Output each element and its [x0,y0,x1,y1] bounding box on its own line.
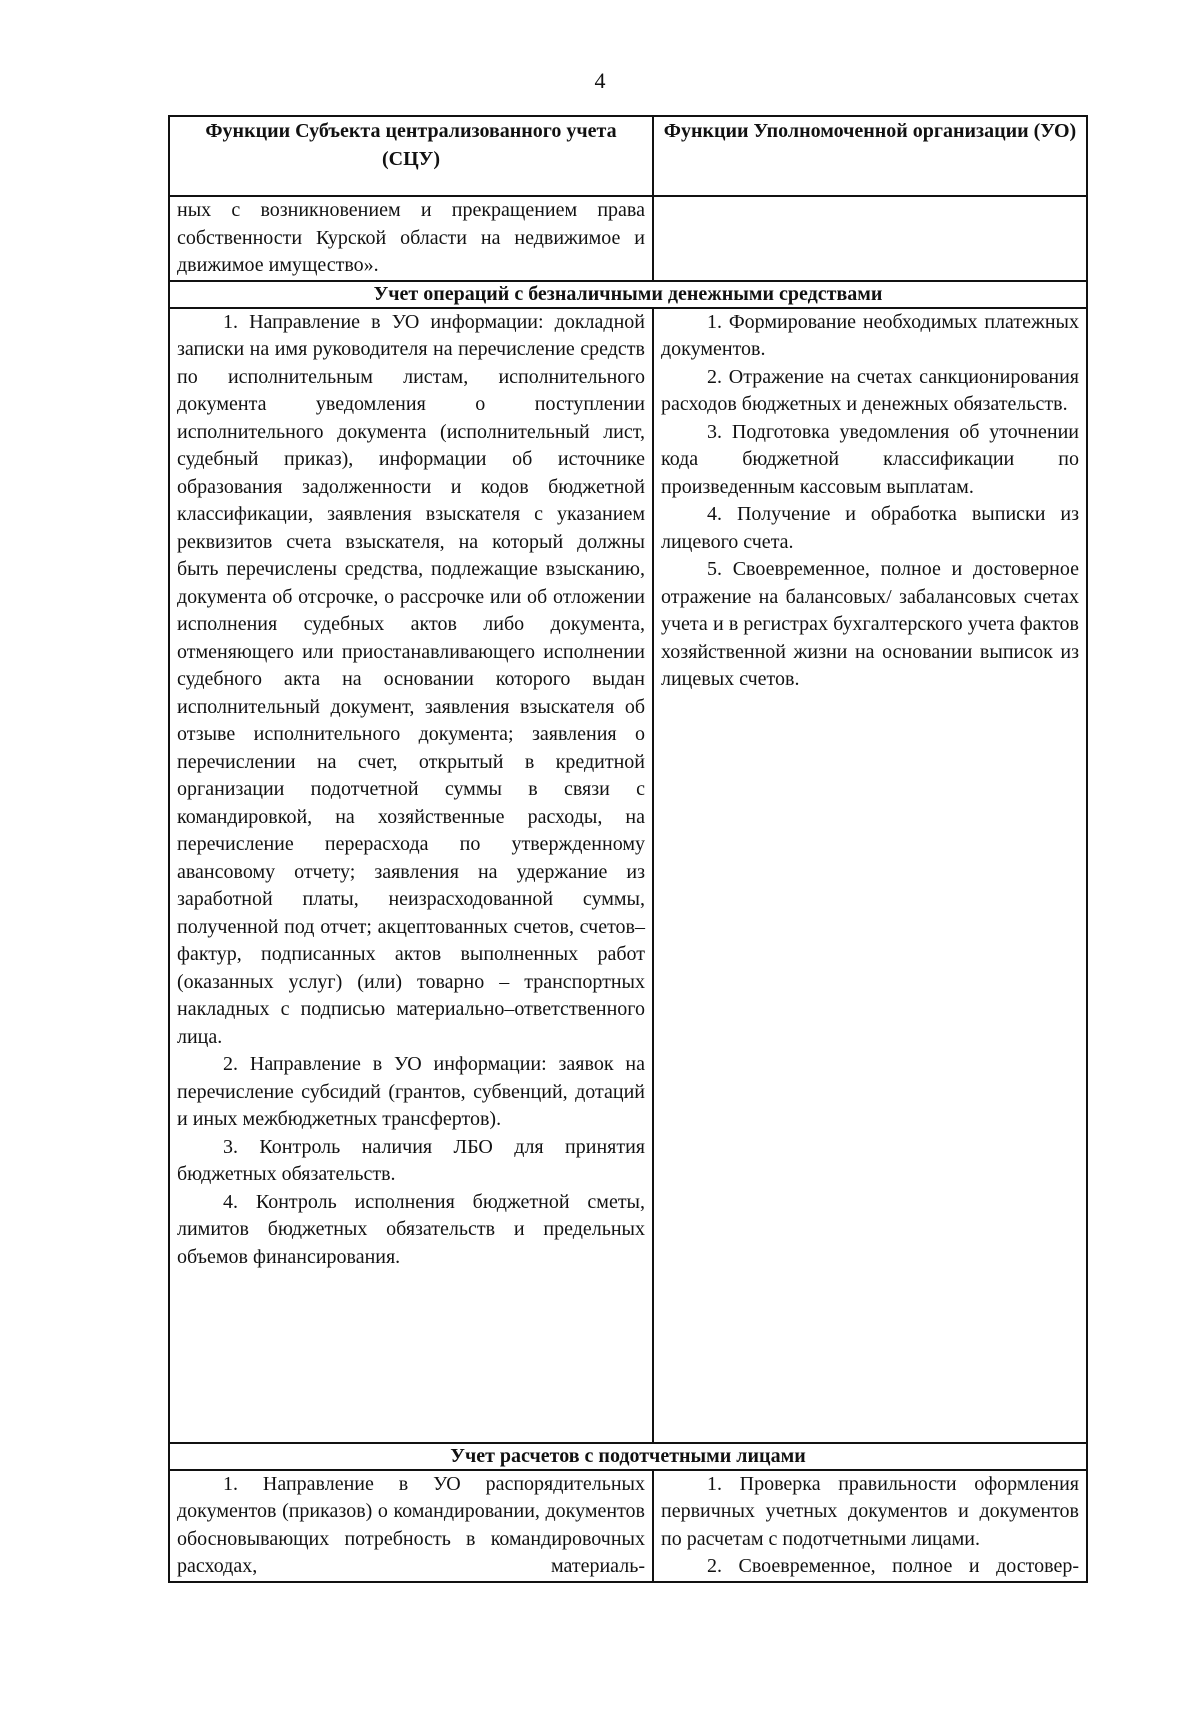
list-item: 5. Своевременное, полное и достоверное отражение на балансовых/ забалансовых счетах учета и в регистрах бухгалтерского учета фактов хозяйственной жизни на основании выписок из лицевых счетов. [661,558,1079,690]
continuation-left-cell [169,196,653,281]
section-title-accountable: Учет расчетов с подотчетными лицами [169,1443,1087,1470]
list-item: 2. Своевременное, полное и достовер- [707,1555,1079,1577]
list-item: 1. Направление в УО информации: докладной записки на имя руководителя на перечисление средств по исполнительным листам, исполнительного документа уведомления о поступлении исполнительного документа (исполнительный лист, судебный приказ), информации об источнике образования задолженности и кодов бюджетной классификации, заявления взыскателя с указанием реквизитов счета взыскателя, на который должны быть перечислены средства, подлежащие взысканию, документа об отсрочке, о рассрочке или об отложении исполнения судебных актов либо документа, отменяющего или приостанавливающего исполнении судебного акта на основании которого выдан исполнительный документ, заявления взыскателя об отзыве исполнительного документа; заявления о перечислении на счет, открытый в кредитной организации подотчетной суммы в связи с командировкой, на хозяйственные расходы, на перечисление перерасхода по утвержденному авансовому отчету; заявления на удержание из заработной платы, неизрасходованной суммы, полученной под отчет; акцептованных счетов, счетов–фактур, подписанных актов выполненных работ (оказанных услуг) (или) товарно – транспортных накладных с подписью материально–ответственного лица. [177,310,645,1048]
section-cashless-left-cell [169,308,653,1443]
header-sczu: Функции Субъекта централизованного учета (СЦУ) [169,116,653,196]
continuation-right-cell [653,196,1087,281]
table-header-row [169,116,1087,196]
list-item: 2. Направление в УО информации: заявок на перечисление субсидий (грантов, субвенций, дотаций и иных межбюджетных трансфертов). [177,1053,645,1130]
continuation-text: ных с возникновением и прекращением права собственности Курской области на недвижимое и движимое имущество». [177,199,645,276]
table-row [169,1470,1087,1582]
section-accountable-right-cell [653,1470,1087,1582]
list-item: 1. Проверка правильности оформления первичных учетных документов и документов по расчетам с подотчетными лицами. [661,1472,1079,1550]
list-item: 3. Подготовка уведомления об уточнении кода бюджетной классификации по произведенным кассовым выплатам. [661,420,1079,498]
list-item: 4. Получение и обработка выписки из лицевого счета. [661,503,1079,553]
list-item: 4. Контроль исполнения бюджетной сметы, лимитов бюджетных обязательств и предельных объемов финансирования. [177,1190,645,1268]
section-header-row [169,1443,1087,1470]
section-accountable-left-cell [169,1470,653,1582]
list-item: 1. Формирование необходимых платежных документов. [661,310,1079,360]
header-uo: Функции Уполномоченной организации (УО) [653,116,1087,196]
page-number: 4 [594,68,606,93]
table-row [169,196,1087,281]
section-title-cashless: Учет операций с безналичными денежными средствами [169,281,1087,308]
list-item: 2. Отражение на счетах санкционирования расходов бюджетных и денежных обязательств. [661,365,1079,415]
table-row [169,308,1087,1443]
list-item: 1. Направление в УО распорядительных документов (приказов) о командировании, документов обосновывающих потребность в командировочных расходах, материаль- [177,1472,645,1577]
section-cashless-right-cell [653,308,1087,1443]
list-item: 3. Контроль наличия ЛБО для принятия бюджетных обязательств. [177,1135,645,1185]
functions-table [168,115,1088,1583]
section-header-row [169,281,1087,308]
